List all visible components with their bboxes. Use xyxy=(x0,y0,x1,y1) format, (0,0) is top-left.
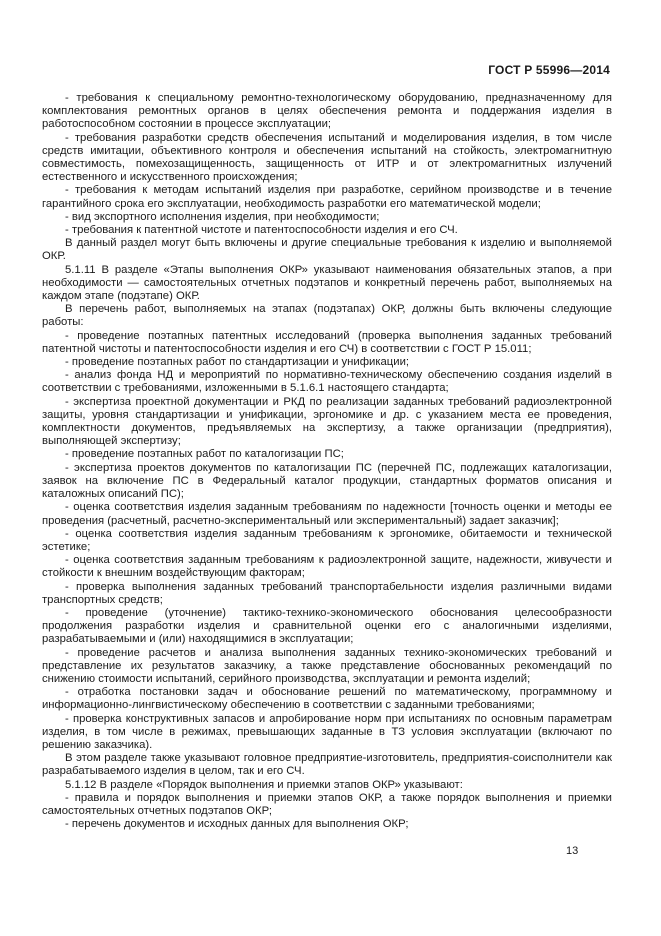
paragraph: В этом разделе также указывают головное предприятие-изготовитель, предприятия-соисполнители как разрабатываемого изделия в целом, так и его СЧ. xyxy=(42,752,612,778)
paragraph: - экспертиза проектов документов по каталогизации ПС (перечней ПС, подлежащих каталогизации, заявок на включение ПС в Федеральный каталог продукции, стандартных форматов описания и каталожных описаний ПС); xyxy=(42,461,612,501)
paragraph: - оценка соответствия изделия заданным требованиям к эргономике, обитаемости и технической эстетике; xyxy=(42,527,612,553)
paragraph: - правила и порядок выполнения и приемки этапов ОКР, а также порядок выполнения и приемки самостоятельных отчетных подэтапов ОКР; xyxy=(42,791,612,817)
paragraph: - проведение поэтапных работ по каталогизации ПС; xyxy=(65,448,344,461)
paragraph: - проведение поэтапных патентных исследований (проверка выполнения заданных требований патентной чистоты и патентоспособности изделия и его СЧ) в соответствии с ГОСТ Р 15.011; xyxy=(42,329,612,355)
paragraph: - проверка конструктивных запасов и апробирование норм при испытаниях по основным параметрам изделия, в том числе в режимах, превышающих заданные в ТЗ условия эксплуатации (включают по решению заказчика). xyxy=(42,712,612,751)
document-body xyxy=(42,92,612,831)
running-header: ГОСТ Р 55996—2014 xyxy=(488,63,610,77)
paragraph: - требования к патентной чистоте и патентоспособности изделия и его СЧ. xyxy=(65,224,458,237)
paragraph: 5.1.11 В разделе «Этапы выполнения ОКР» указывают наименования обязательных этапов, а при необходимости — самостоятельных отчетных подэтапов и конкретный перечень работ, выполняемых на каждом этапе (подэтапе) ОКР. xyxy=(42,263,612,303)
paragraph: - требования к методам испытаний изделия при разработке, серийном производстве и в течение гарантийного срока его эксплуатации, необходимость разработки его математической модели; xyxy=(42,184,612,210)
paragraph: - проведение (уточнение) тактико-технико-экономического обоснования целесообразности продолжения разработки изделия и сравнительной оценки его с аналогичными изделиями, разрабатываемыми и (или) находящимися в эксплуатации; xyxy=(42,606,612,646)
paragraph: - требования к специальному ремонтно-технологическому оборудованию, предназначенному для комплектования ремонтных органов в целях обеспечения ремонта и поддержания изделия в работоспособном состоянии в процессе эксплуатации; xyxy=(42,92,612,131)
paragraph: В данный раздел могут быть включены и другие специальные требования к изделию и выполняемой ОКР. xyxy=(42,237,612,263)
paragraph: - оценка соответствия изделия заданным требованиям по надежности [точность оценки и методы ее проведения (расчетный, расчетно-экспериментальный или экспериментальный) задает заказчик]; xyxy=(42,501,612,527)
paragraph: - перечень документов и исходных данных для выполнения ОКР; xyxy=(65,818,409,831)
paragraph: - вид экспортного исполнения изделия, при необходимости; xyxy=(65,210,380,223)
paragraph: - отработка постановки задач и обоснование решений по математическому, программному и информационно-лингвистическому обеспечению в соответствии с заданными требованиями; xyxy=(42,686,612,712)
paragraph: В перечень работ, выполняемых на этапах (подэтапах) ОКР, должны быть включены следующие работы: xyxy=(42,303,612,329)
paragraph: - требования разработки средств обеспечения испытаний и моделирования изделия, в том числе средств имитации, объективного контроля и обеспечения испытаний на стойкость, электромагнитную совместимость, помехозащищенность, защищенность от ИТР и от электромагнитных излучений естественного и искусственного происхождения; xyxy=(42,131,612,184)
paragraph: - анализ фонда НД и мероприятий по нормативно-техническому обеспечению создания изделий в соответствии с требованиями, изложенными в 5.1.6.1 настоящего стандарта; xyxy=(42,369,612,395)
paragraph: - проведение расчетов и анализа выполнения заданных технико-экономических требований и представление их результатов заказчику, а также представление обоснованных рекомендаций по снижению стоимости испытаний, серийного производства, эксплуатации и ремонта изделий; xyxy=(42,646,612,685)
paragraph: - экспертиза проектной документации и РКД по реализации заданных требований радиоэлектронной защиты, уровня стандартизации и унификации, эргономике и др. с указанием места ее проведения, комплектности документов, предъявляемых на экспертизу, а также организации (предприятия), выполняющей экспертизу; xyxy=(42,395,612,448)
paragraph: - оценка соответствия заданным требованиям к радиоэлектронной защите, надежности, живучести и стойкости к внешним воздействующим факторам; xyxy=(42,554,612,580)
paragraph: - проведение поэтапных работ по стандартизации и унификации; xyxy=(65,356,410,369)
paragraph: - проверка выполнения заданных требований транспортабельности изделия различными видами транспортных средств; xyxy=(42,580,612,606)
paragraph: 5.1.12 В разделе «Порядок выполнения и приемки этапов ОКР» указывают: xyxy=(65,778,463,791)
page-number: 13 xyxy=(566,845,579,857)
